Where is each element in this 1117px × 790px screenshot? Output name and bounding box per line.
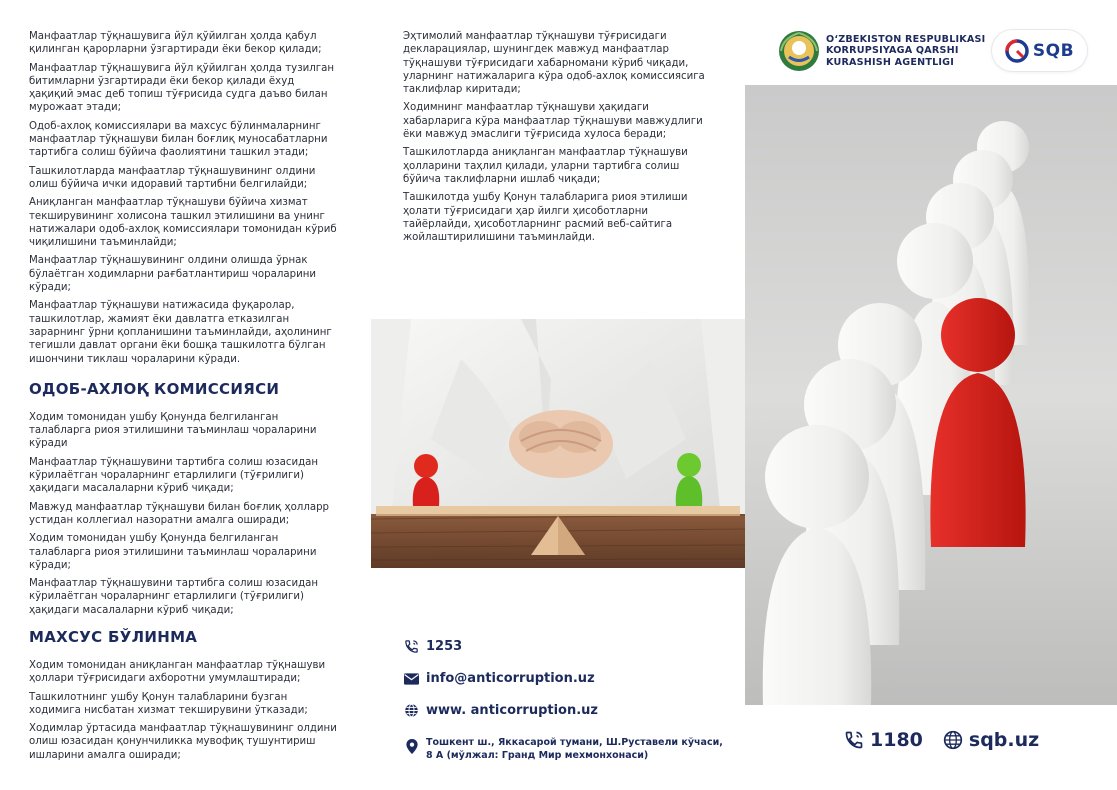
hands-scale-photo (371, 319, 745, 568)
contact-phone-text: 1253 (426, 639, 463, 654)
phone-icon (844, 730, 864, 750)
hands-scale-illustration (371, 319, 745, 568)
footer-phone[interactable] (844, 729, 923, 751)
location-pin-icon (404, 739, 419, 754)
paragraph: Мавжуд манфаатлар тўқнашуви билан боғлиқ ҳолларр устидан коллегиал назоратни амалга оширади; (29, 501, 330, 526)
paragraph: Манфаатлар тўқнашувининг олдини олишда ўрнак бўлаётган ходимларни рағбатлантириш чораларини кўради; (29, 255, 317, 294)
sqb-logo (992, 30, 1087, 71)
paragraph: Аниқланган манфаатлар тўқнашуви бўйича хизмат текширувининг холисона ташкил этилишини ва унинг натижалари одоб-ахлоқ комиссиялари томонидан кўриб чиқилишини таъминлайди; (29, 197, 337, 249)
paragraph: Ходим томонидан ушбу Қонунда белгиланган талабларга риоя этилишини таъминлаш чораларини кўради; (29, 533, 317, 571)
ethics-commission-heading: ОДОБ-АХЛОҚ КОМИССИЯСИ (29, 379, 280, 398)
footer-website[interactable] (943, 729, 1039, 751)
contact-website[interactable] (404, 703, 598, 718)
red-figure-highlight (930, 298, 1025, 547)
globe-icon (404, 703, 419, 718)
state-emblem-icon (778, 30, 820, 72)
paragraph: Ходимнинг манфаатлар тўқнашуви ҳақидаги хабарларига кўра манфаатлар тўқнашуви мавжудлиги ёки мавжуд эмаслиги тўғрисида хулоса беради; (403, 102, 703, 141)
contact-website-text: www. anticorruption.uz (426, 703, 598, 718)
footer-website-text: sqb.uz (968, 729, 1040, 751)
address-line1: Тошкент ш., Яккасарой тумани, Ш.Руставели кўчаси, (426, 737, 723, 748)
footer-contacts (844, 729, 1039, 751)
paragraph: Манфаатлар тўқнашуви натижасида фуқаролар, ташкилотлар, жамият ёки давлатга етказилган зарарнинг ўрни қопланишини таъминлайди, аҳолининг тегишли давлат органи ёки бошқа ташкилотга бўлган ишончини тиклаш чораларини кўради. (29, 300, 332, 365)
figures-illustration (745, 85, 1117, 705)
contact-email[interactable] (404, 671, 595, 686)
footer-phone-text: 1180 (870, 729, 923, 751)
paragraph: Ходим томонидан аниқланган манфаатлар тўқнашуви ҳоллари тўғрисидаги ахборотни умумлаштиради; (29, 659, 326, 685)
agency-logo (778, 30, 985, 72)
left-column (29, 30, 341, 767)
contact-email-text: info@anticorruption.uz (426, 671, 595, 686)
middle-paragraph-list (403, 30, 715, 244)
agency-name-line1: O‘ZBEKISTON RESPUBLIKASI (826, 33, 986, 45)
paragraph: Ташкилотларда манфаатлар тўқнашувининг олдини олиш бўйича ички идоравий тартибни белгилайди; (29, 165, 316, 190)
mail-icon (404, 671, 419, 686)
agency-name-line3: KURASHISH AGENTLIGI (826, 56, 955, 68)
special-unit-heading: МАХСУС БЎЛИНМА (29, 627, 198, 646)
paragraph: Ташкилотда ушбу Қонун талабларига риоя этилиши ҳолати тўғрисидаги ҳар йилги ҳисоботларни тайёрлайди, ҳисоботларнинг расмий веб-сайтига жойлаштирилишини таъминлайди. (403, 192, 688, 244)
contact-phone[interactable] (404, 639, 462, 654)
figures-photo (745, 85, 1117, 705)
agency-name-line2: KORRUPSIYAGA QARSHI (826, 45, 959, 57)
phone-icon (404, 639, 419, 654)
paragraph: Одоб-ахлоқ комиссиялари ва махсус бўлинмаларнинг манфаатлар тўқнашуви билан боғлиқ муносабатларни тартибга солиш бўйича фаолиятини ташкил этади; (29, 120, 328, 159)
paragraph: Манфаатлар тўқнашувига йўл қўйилган ҳолда тузилган битимларни ўзгартиради ёки бекор қилади ёхуд ҳақиқий эмас деб топиш тўғрисида судга даъво билан мурожаат этади; (29, 62, 335, 114)
globe-icon (943, 730, 963, 750)
sqb-mark-icon (1005, 39, 1029, 63)
special-unit-list (29, 659, 341, 762)
paragraph: Ташкилотнинг ушбу Қонун талабларини бузган ходимига нисбатан хизмат текширувини ўтказади; (29, 691, 308, 716)
ethics-list (29, 411, 341, 617)
contact-address (404, 737, 723, 762)
paragraph: Ходимлар ўртасида манфаатлар тўқнашувининг олдини олиш юзасидан қонунчиликка мувофиқ тушунтириш ишларини амалга оширади; (29, 723, 337, 761)
intro-list (29, 30, 341, 366)
paragraph: Эҳтимолий манфаатлар тўқнашуви тўғрисидаги декларациялар, шунингдек мавжуд манфаатлар тўқнашуви тўғрисидаги хабарномани кўриб чиқади, уларнинг натижаларига кўра одоб-ахлоқ комиссиясига таклифлар киритади; (403, 31, 705, 96)
paragraph: Манфаатлар тўқнашувига йўл қўйилган ҳолда қабул қилинган қарорларни ўзгартиради ёки бекор қилади; (29, 31, 322, 56)
paragraph: Манфаатлар тўқнашувини тартибга солиш юзасидан кўрилаётган чораларнинг етарлилиги (тўғрилиги) ҳақидаги масалаларни кўриб чиқади; (29, 578, 319, 616)
paragraph: Манфаатлар тўқнашувини тартибга солиш юзасидан кўрилаётган чораларнинг етарлилиги (тўғрилиги) ҳақидаги масалаларни кўриб чиқади; (29, 456, 319, 495)
paragraph: Ходим томонидан ушбу Қонунда белгиланган талабларга риоя этилишини таъминлаш чораларини кўради (29, 411, 317, 450)
middle-column (403, 30, 715, 249)
address-line2: 8 А (мўлжал: Гранд Мир мехмонхонаси) (426, 749, 649, 761)
paragraph: Ташкилотларда аниқланган манфаатлар тўқнашуви ҳолларини таҳлил қилади, уларни тартибга солиш бўйича таклифларни ишлаб чиқади; (403, 147, 688, 185)
sqb-logo-text: SQB (1032, 40, 1075, 61)
